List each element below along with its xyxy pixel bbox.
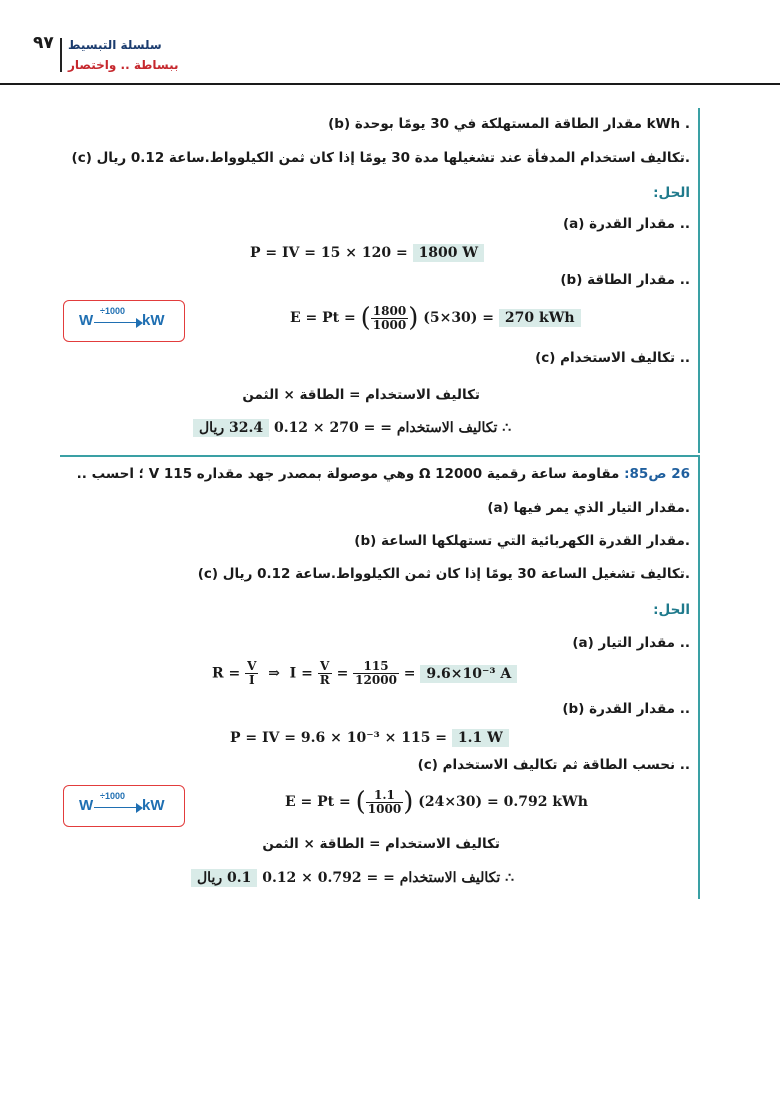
q25-power-result: 1800 W <box>413 244 485 262</box>
fraction-denominator: 12000 <box>355 673 397 687</box>
unit-kilowatt: kW <box>142 797 165 814</box>
q25-energy-mid: (5×30) = <box>423 310 495 326</box>
q26-energy-fraction <box>366 789 403 816</box>
q26-cost-rule: تكاليف الاستخدام = الطاقة × الثمن <box>262 836 500 852</box>
q25-cost-result: 32.4 ريال <box>193 419 269 437</box>
paren-open: ( <box>355 787 366 817</box>
equals-sign: = <box>403 665 416 682</box>
q25-solution-label: الحل: <box>653 185 690 201</box>
i-equals: I = <box>289 665 313 682</box>
q26-power-result: 1.1 W <box>452 729 509 747</box>
question-divider <box>60 455 700 457</box>
q26-item-a: (a) مقدار التيار الذي يمر فيها. <box>487 500 690 516</box>
q26-cost-calculation <box>191 870 514 886</box>
q26-current-result: 9.6×10⁻³ A <box>420 665 517 683</box>
q26-cost-expression: 0.12 × 0.792 = <box>262 870 379 886</box>
q26-cost-result: 0.1 ريال <box>191 869 257 887</box>
q26-sol-c-title: (c) نحسب الطاقة ثم تكاليف الاستخدام .. <box>417 757 690 773</box>
q26-value-fraction <box>353 660 399 687</box>
q26-power-equation <box>230 730 509 746</box>
page-number: ٩٧ <box>33 33 54 53</box>
q25-energy-lhs: E = Pt = <box>290 310 356 326</box>
q25-sol-b-title: (b) مقدار الطاقة .. <box>560 272 690 288</box>
fraction-numerator: 1800 <box>372 303 407 318</box>
r-equals: R = <box>212 665 241 682</box>
q25-energy-fraction <box>371 305 408 332</box>
q25-item-b: (b) مقدار الطاقة المستهلكة في 30 يومًا بوحدة kWh . <box>328 116 690 132</box>
series-subtitle: ببساطة .. واختصار <box>68 58 179 72</box>
q26-sol-b-title: (b) مقدار القدرة .. <box>562 701 690 717</box>
q25-sol-a-title: (a) مقدار القدرة .. <box>562 216 690 232</box>
paren-close: ) <box>408 303 419 333</box>
fraction-denominator: 1000 <box>367 801 402 816</box>
q25-cost-label: تكاليف الاستخدام = <box>380 420 498 436</box>
q26-cost-label: تكاليف الاستخدام = <box>383 870 501 886</box>
fraction-denominator: 1000 <box>372 317 407 332</box>
fraction-numerator: V <box>247 659 257 673</box>
q26-solution-label: الحل: <box>653 602 690 618</box>
question-25-side-bar <box>698 108 700 453</box>
q26-sol-a-title: (a) مقدار التيار .. <box>572 635 690 651</box>
q26-text: مقاومة ساعة رقمية 12000 Ω وهي موصولة بمصدر جهد مقداره 115 V ؛ احسب .. <box>76 466 620 482</box>
q25-sol-c-title: (c) تكاليف الاستخدام .. <box>535 350 690 366</box>
q26-statement <box>77 466 690 482</box>
fraction-numerator: V <box>318 660 332 674</box>
q26-page-ref: ص85: <box>624 466 667 482</box>
fraction-numerator: 115 <box>353 660 399 674</box>
q26-i-fraction <box>318 660 332 687</box>
header-rule <box>0 83 780 85</box>
q25-cost-expression: 0.12 × 270 = <box>273 420 376 436</box>
q26-energy-rhs: (24×30) = 0.792 kWh <box>418 794 588 810</box>
q25-energy-result: 270 kWh <box>499 309 581 327</box>
q25-power-expression: P = IV = 15 × 120 = <box>250 245 408 261</box>
implies-icon: ⇒ <box>268 665 280 682</box>
q25-power-equation <box>250 245 484 261</box>
q26-energy-lhs: E = Pt = <box>285 794 351 810</box>
q26-item-b: (b) مقدار القدرة الكهربائية التي تستهلكها الساعة. <box>354 533 690 549</box>
arrow-right-icon <box>94 807 140 808</box>
fraction-denominator: R <box>319 673 330 687</box>
q25-cost-rule: تكاليف الاستخدام = الطاقة × الثمن <box>242 387 480 403</box>
conversion-divisor: ÷1000 <box>100 306 125 316</box>
q25-item-c: (c) تكاليف استخدام المدفأة عند تشغيلها مدة 30 يومًا إذا كان ثمن الكيلوواط.ساعة 0.12 ريال. <box>71 150 690 166</box>
question-26-side-bar <box>698 457 700 899</box>
unit-watt: W <box>79 797 94 814</box>
conversion-box-w-to-kw <box>63 300 185 342</box>
q25-cost-calculation <box>193 420 511 436</box>
q25-energy-equation <box>290 303 581 333</box>
q26-power-expression: P = IV = 9.6 × 10⁻³ × 115 = <box>230 730 448 746</box>
paren-close: ) <box>403 787 414 817</box>
therefore-symbol: ∴ <box>505 870 515 886</box>
conversion-box-w-to-kw-2 <box>63 785 185 827</box>
q26-r-fraction <box>245 660 258 687</box>
q26-energy-equation <box>285 787 588 817</box>
q26-item-c: (c) تكاليف تشغيل الساعة 30 يومًا إذا كان ثمن الكيلوواط.ساعة 0.12 ريال. <box>197 566 690 582</box>
paren-open: ( <box>360 303 371 333</box>
conversion-divisor: ÷1000 <box>100 791 125 801</box>
header-separator <box>60 38 62 72</box>
q26-number: 26 <box>671 466 690 482</box>
fraction-denominator: I <box>248 673 255 687</box>
fraction-numerator: 1.1 <box>366 789 403 803</box>
equals-sign: = <box>336 665 349 682</box>
series-title: سلسلة التبسيط <box>68 38 162 52</box>
q26-current-equation <box>212 660 517 687</box>
arrow-right-icon <box>94 322 140 323</box>
unit-kilowatt: kW <box>142 312 165 329</box>
unit-watt: W <box>79 312 94 329</box>
therefore-symbol: ∴ <box>502 420 512 436</box>
